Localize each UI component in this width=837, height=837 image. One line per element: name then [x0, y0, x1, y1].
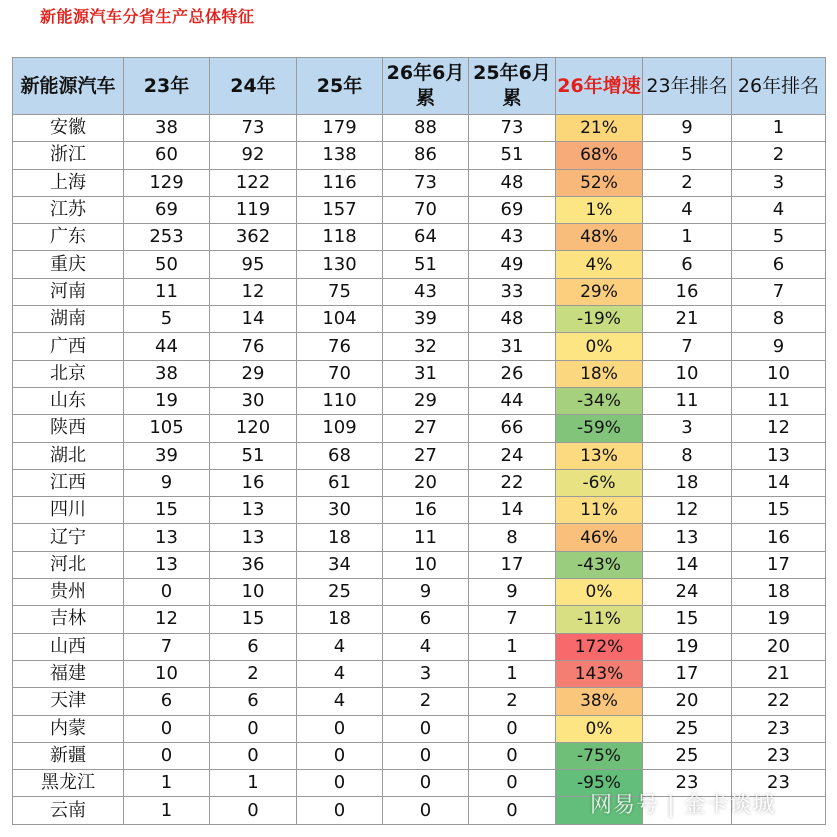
- rank23-cell: 24: [643, 579, 732, 606]
- y23-cell: 10: [124, 660, 210, 687]
- y23-cell: 11: [124, 278, 210, 305]
- y24-cell: 13: [210, 524, 297, 551]
- rank23-cell: 20: [643, 688, 732, 715]
- y24-cell: 29: [210, 360, 297, 387]
- region-cell: 重庆: [13, 251, 124, 278]
- table-row: [13, 251, 826, 278]
- y23-cell: 0: [124, 579, 210, 606]
- y24-cell: 122: [210, 169, 297, 196]
- growth-cell: 1%: [556, 196, 643, 223]
- y25-cell: 4: [297, 633, 383, 660]
- m25-cell: 66: [469, 415, 556, 442]
- y24-cell: 0: [210, 797, 297, 824]
- page-title: 新能源汽车分省生产总体特征: [40, 7, 255, 26]
- rank26-cell: 22: [732, 688, 826, 715]
- region-cell: 云南: [13, 797, 124, 824]
- y24-cell: 14: [210, 306, 297, 333]
- y25-cell: 104: [297, 306, 383, 333]
- rank26-cell: 16: [732, 524, 826, 551]
- growth-cell: 0%: [556, 715, 643, 742]
- y24-cell: 36: [210, 551, 297, 578]
- y25-cell: 130: [297, 251, 383, 278]
- m25-cell: 9: [469, 579, 556, 606]
- rank26-cell: 6: [732, 251, 826, 278]
- y23-cell: 1: [124, 770, 210, 797]
- header-23-rank: 23年排名: [643, 58, 732, 115]
- y24-cell: 6: [210, 688, 297, 715]
- table-row: [13, 278, 826, 305]
- table-row: [13, 442, 826, 469]
- m25-cell: 1: [469, 633, 556, 660]
- y24-cell: 13: [210, 497, 297, 524]
- y25-cell: 138: [297, 142, 383, 169]
- rank23-cell: 14: [643, 551, 732, 578]
- rank26-cell: 12: [732, 415, 826, 442]
- y23-cell: 253: [124, 224, 210, 251]
- m26-cell: 20: [383, 469, 469, 496]
- m26-cell: 73: [383, 169, 469, 196]
- y25-cell: 4: [297, 660, 383, 687]
- m25-cell: 48: [469, 169, 556, 196]
- rank23-cell: 6: [643, 251, 732, 278]
- region-cell: 浙江: [13, 142, 124, 169]
- watermark: 网易号 | 金卡谈城: [590, 793, 776, 818]
- region-cell: 陕西: [13, 415, 124, 442]
- growth-cell: 18%: [556, 360, 643, 387]
- growth-cell: 0%: [556, 579, 643, 606]
- m25-cell: 0: [469, 742, 556, 769]
- y23-cell: 9: [124, 469, 210, 496]
- y25-cell: 30: [297, 497, 383, 524]
- y23-cell: 44: [124, 333, 210, 360]
- m26-cell: 70: [383, 196, 469, 223]
- rank26-cell: 11: [732, 387, 826, 414]
- region-cell: 贵州: [13, 579, 124, 606]
- table-row: [13, 524, 826, 551]
- y23-cell: 129: [124, 169, 210, 196]
- table-row: [13, 415, 826, 442]
- rank26-cell: 23: [732, 770, 826, 797]
- y23-cell: 39: [124, 442, 210, 469]
- growth-cell: 172%: [556, 633, 643, 660]
- rank26-cell: 7: [732, 278, 826, 305]
- m25-cell: 44: [469, 387, 556, 414]
- header-24: 24年: [210, 58, 297, 115]
- rank26-cell: 4: [732, 196, 826, 223]
- table-row: [13, 688, 826, 715]
- rank26-cell: 1: [732, 115, 826, 142]
- region-cell: 广西: [13, 333, 124, 360]
- rank23-cell: 10: [643, 360, 732, 387]
- data-table: [12, 57, 826, 825]
- y25-cell: 0: [297, 715, 383, 742]
- rank23-cell: 17: [643, 660, 732, 687]
- m25-cell: 26: [469, 360, 556, 387]
- table-row: [13, 306, 826, 333]
- m26-cell: 86: [383, 142, 469, 169]
- header-26-rank: 26年排名: [732, 58, 826, 115]
- m25-cell: 31: [469, 333, 556, 360]
- y24-cell: 15: [210, 606, 297, 633]
- rank26-cell: 13: [732, 442, 826, 469]
- region-cell: 四川: [13, 497, 124, 524]
- m26-cell: 27: [383, 415, 469, 442]
- rank23-cell: 2: [643, 169, 732, 196]
- region-cell: 广东: [13, 224, 124, 251]
- table-row: [13, 742, 826, 769]
- y25-cell: 0: [297, 770, 383, 797]
- region-cell: 江西: [13, 469, 124, 496]
- m25-cell: 17: [469, 551, 556, 578]
- table-row: [13, 606, 826, 633]
- y23-cell: 1: [124, 797, 210, 824]
- y23-cell: 105: [124, 415, 210, 442]
- y25-cell: 68: [297, 442, 383, 469]
- rank26-cell: 18: [732, 579, 826, 606]
- m25-cell: 33: [469, 278, 556, 305]
- rank23-cell: 7: [643, 333, 732, 360]
- y25-cell: 61: [297, 469, 383, 496]
- m26-cell: 6: [383, 606, 469, 633]
- rank23-cell: 12: [643, 497, 732, 524]
- rank23-cell: 25: [643, 742, 732, 769]
- rank23-cell: 8: [643, 442, 732, 469]
- growth-cell: 38%: [556, 688, 643, 715]
- region-cell: 福建: [13, 660, 124, 687]
- m25-cell: 49: [469, 251, 556, 278]
- header-row: [13, 58, 826, 115]
- growth-cell: -34%: [556, 387, 643, 414]
- y24-cell: 119: [210, 196, 297, 223]
- m25-cell: 14: [469, 497, 556, 524]
- m25-cell: 48: [469, 306, 556, 333]
- header-region: 新能源汽车: [13, 58, 124, 115]
- y24-cell: 30: [210, 387, 297, 414]
- table-row: [13, 115, 826, 142]
- header-26-growth: 26年增速: [556, 58, 643, 115]
- y23-cell: 50: [124, 251, 210, 278]
- m26-cell: 16: [383, 497, 469, 524]
- table-row: [13, 196, 826, 223]
- y25-cell: 34: [297, 551, 383, 578]
- y24-cell: 73: [210, 115, 297, 142]
- m26-cell: 29: [383, 387, 469, 414]
- m26-cell: 51: [383, 251, 469, 278]
- m26-cell: 32: [383, 333, 469, 360]
- rank23-cell: 18: [643, 469, 732, 496]
- rank23-cell: 9: [643, 115, 732, 142]
- y24-cell: 51: [210, 442, 297, 469]
- m25-cell: 73: [469, 115, 556, 142]
- growth-cell: -59%: [556, 415, 643, 442]
- table-row: [13, 715, 826, 742]
- y24-cell: 0: [210, 742, 297, 769]
- y23-cell: 7: [124, 633, 210, 660]
- region-cell: 河南: [13, 278, 124, 305]
- table-row: [13, 142, 826, 169]
- m25-cell: 22: [469, 469, 556, 496]
- growth-cell: 143%: [556, 660, 643, 687]
- y24-cell: 16: [210, 469, 297, 496]
- table-row: [13, 497, 826, 524]
- growth-cell: -95%: [556, 770, 643, 797]
- rank26-cell: 9: [732, 333, 826, 360]
- rank23-cell: 13: [643, 524, 732, 551]
- y25-cell: 75: [297, 278, 383, 305]
- rank26-cell: 8: [732, 306, 826, 333]
- m26-cell: 4: [383, 633, 469, 660]
- m26-cell: 0: [383, 797, 469, 824]
- region-cell: 上海: [13, 169, 124, 196]
- y23-cell: 13: [124, 524, 210, 551]
- y25-cell: 25: [297, 579, 383, 606]
- m26-cell: 3: [383, 660, 469, 687]
- y23-cell: 5: [124, 306, 210, 333]
- y24-cell: 120: [210, 415, 297, 442]
- rank23-cell: 23: [643, 770, 732, 797]
- table-row: [13, 551, 826, 578]
- table-row: [13, 660, 826, 687]
- region-cell: 山东: [13, 387, 124, 414]
- region-cell: 辽宁: [13, 524, 124, 551]
- rank23-cell: 11: [643, 387, 732, 414]
- y23-cell: 15: [124, 497, 210, 524]
- rank26-cell: 20: [732, 633, 826, 660]
- y24-cell: 12: [210, 278, 297, 305]
- m25-cell: 51: [469, 142, 556, 169]
- m26-cell: 43: [383, 278, 469, 305]
- rank23-cell: 15: [643, 606, 732, 633]
- growth-cell: -75%: [556, 742, 643, 769]
- rank26-cell: 17: [732, 551, 826, 578]
- region-cell: 吉林: [13, 606, 124, 633]
- y25-cell: 116: [297, 169, 383, 196]
- y25-cell: 18: [297, 524, 383, 551]
- growth-cell: -19%: [556, 306, 643, 333]
- y25-cell: 76: [297, 333, 383, 360]
- growth-cell: 48%: [556, 224, 643, 251]
- growth-cell: 21%: [556, 115, 643, 142]
- y24-cell: 1: [210, 770, 297, 797]
- y25-cell: 18: [297, 606, 383, 633]
- m26-cell: 31: [383, 360, 469, 387]
- m26-cell: 2: [383, 688, 469, 715]
- m25-cell: 2: [469, 688, 556, 715]
- y25-cell: 110: [297, 387, 383, 414]
- rank26-cell: 14: [732, 469, 826, 496]
- growth-cell: 68%: [556, 142, 643, 169]
- m25-cell: 1: [469, 660, 556, 687]
- y24-cell: 2: [210, 660, 297, 687]
- y23-cell: 0: [124, 742, 210, 769]
- growth-cell: 46%: [556, 524, 643, 551]
- rank23-cell: 1: [643, 224, 732, 251]
- m26-cell: 88: [383, 115, 469, 142]
- rank26-cell: 23: [732, 742, 826, 769]
- region-cell: 安徽: [13, 115, 124, 142]
- rank23-cell: 25: [643, 715, 732, 742]
- y23-cell: 0: [124, 715, 210, 742]
- table-row: [13, 579, 826, 606]
- rank23-cell: 4: [643, 196, 732, 223]
- m26-cell: 27: [383, 442, 469, 469]
- m25-cell: 0: [469, 797, 556, 824]
- rank26-cell: 10: [732, 360, 826, 387]
- table-row: [13, 360, 826, 387]
- m26-cell: 39: [383, 306, 469, 333]
- rank23-cell: 16: [643, 278, 732, 305]
- m26-cell: 11: [383, 524, 469, 551]
- table-row: [13, 169, 826, 196]
- rank23-cell: 21: [643, 306, 732, 333]
- m25-cell: 0: [469, 770, 556, 797]
- header-25-jun-cum: 25年6月累: [469, 58, 556, 115]
- rank26-cell: 5: [732, 224, 826, 251]
- y25-cell: 70: [297, 360, 383, 387]
- rank26-cell: 2: [732, 142, 826, 169]
- y25-cell: 4: [297, 688, 383, 715]
- y25-cell: 0: [297, 797, 383, 824]
- y25-cell: 118: [297, 224, 383, 251]
- m26-cell: 0: [383, 742, 469, 769]
- rank23-cell: 19: [643, 633, 732, 660]
- y24-cell: 10: [210, 579, 297, 606]
- region-cell: 北京: [13, 360, 124, 387]
- m26-cell: 0: [383, 770, 469, 797]
- growth-cell: 29%: [556, 278, 643, 305]
- rank26-cell: 21: [732, 660, 826, 687]
- m26-cell: 10: [383, 551, 469, 578]
- y23-cell: 19: [124, 387, 210, 414]
- region-cell: 江苏: [13, 196, 124, 223]
- y23-cell: 13: [124, 551, 210, 578]
- region-cell: 新疆: [13, 742, 124, 769]
- rank26-cell: 15: [732, 497, 826, 524]
- growth-cell: 11%: [556, 497, 643, 524]
- m26-cell: 9: [383, 579, 469, 606]
- table-row: [13, 469, 826, 496]
- region-cell: 天津: [13, 688, 124, 715]
- m25-cell: 8: [469, 524, 556, 551]
- region-cell: 黑龙江: [13, 770, 124, 797]
- y25-cell: 109: [297, 415, 383, 442]
- growth-cell: 4%: [556, 251, 643, 278]
- rank26-cell: 3: [732, 169, 826, 196]
- m25-cell: 7: [469, 606, 556, 633]
- y24-cell: 0: [210, 715, 297, 742]
- rank23-cell: 3: [643, 415, 732, 442]
- region-cell: 内蒙: [13, 715, 124, 742]
- y23-cell: 60: [124, 142, 210, 169]
- table-body: [13, 115, 826, 825]
- table-row: [13, 387, 826, 414]
- region-cell: 山西: [13, 633, 124, 660]
- header-25: 25年: [297, 58, 383, 115]
- m25-cell: 0: [469, 715, 556, 742]
- y23-cell: 6: [124, 688, 210, 715]
- y24-cell: 95: [210, 251, 297, 278]
- header-26-jun-cum: 26年6月累: [383, 58, 469, 115]
- table-row: [13, 224, 826, 251]
- y23-cell: 69: [124, 196, 210, 223]
- m26-cell: 0: [383, 715, 469, 742]
- y25-cell: 157: [297, 196, 383, 223]
- table-row: [13, 633, 826, 660]
- rank26-cell: 19: [732, 606, 826, 633]
- region-cell: 湖北: [13, 442, 124, 469]
- growth-cell: 0%: [556, 333, 643, 360]
- m25-cell: 69: [469, 196, 556, 223]
- rank23-cell: 5: [643, 142, 732, 169]
- rank26-cell: 23: [732, 715, 826, 742]
- growth-cell: 52%: [556, 169, 643, 196]
- y24-cell: 92: [210, 142, 297, 169]
- m25-cell: 24: [469, 442, 556, 469]
- header-23: 23年: [124, 58, 210, 115]
- y24-cell: 6: [210, 633, 297, 660]
- m26-cell: 64: [383, 224, 469, 251]
- region-cell: 河北: [13, 551, 124, 578]
- y24-cell: 76: [210, 333, 297, 360]
- m25-cell: 43: [469, 224, 556, 251]
- y24-cell: 362: [210, 224, 297, 251]
- growth-cell: -43%: [556, 551, 643, 578]
- growth-cell: -6%: [556, 469, 643, 496]
- y25-cell: 179: [297, 115, 383, 142]
- growth-cell: 13%: [556, 442, 643, 469]
- table-row: [13, 333, 826, 360]
- region-cell: 湖南: [13, 306, 124, 333]
- y25-cell: 0: [297, 742, 383, 769]
- y23-cell: 38: [124, 360, 210, 387]
- y23-cell: 38: [124, 115, 210, 142]
- y23-cell: 12: [124, 606, 210, 633]
- growth-cell: -11%: [556, 606, 643, 633]
